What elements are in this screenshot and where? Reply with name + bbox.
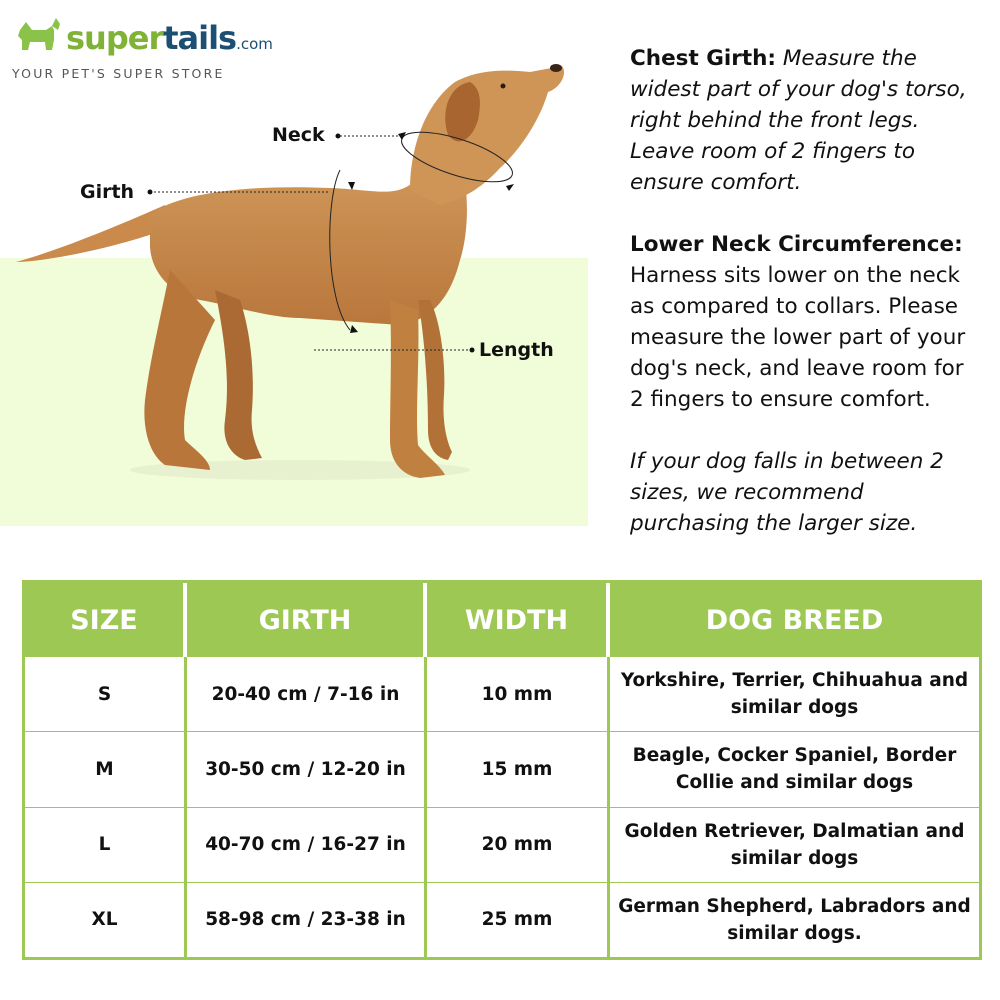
brand-domain: .com <box>236 35 273 53</box>
brand-name-part1: super <box>66 19 164 57</box>
brand-name-part2: tails <box>163 19 237 57</box>
width-cell: 15 mm <box>427 732 610 807</box>
measurement-instructions <box>630 43 980 570</box>
chest-girth-paragraph <box>630 43 980 198</box>
girth-cell: 30-50 cm / 12-20 in <box>187 732 427 807</box>
breed-cell: Golden Retriever, Dalmatian and similar dogs <box>610 808 979 883</box>
neck-text: Harness sits lower on the neck as compared to collars. Please measure the lower part of your dog's neck, and leave room for 2 fingers to ensure comfort. <box>630 263 966 412</box>
table-row <box>25 808 979 883</box>
breed-cell: German Shepherd, Labradors and similar dogs. <box>610 883 979 957</box>
dog-illustration <box>0 40 600 500</box>
girth-label: Girth <box>80 181 135 203</box>
table-row <box>25 732 979 807</box>
size-note-text: If your dog falls in between 2 sizes, we recommend purchasing the larger size. <box>630 449 944 536</box>
length-label: Length <box>479 339 554 361</box>
brand-tagline: YOUR PET'S SUPER STORE <box>12 66 225 81</box>
neck-label: Neck <box>272 124 325 146</box>
width-cell: 20 mm <box>427 808 610 883</box>
table-row <box>25 883 979 957</box>
header-width: WIDTH <box>427 583 610 657</box>
breed-cell: Beagle, Cocker Spaniel, Border Collie and similar dogs <box>610 732 979 807</box>
neck-paragraph <box>630 229 980 415</box>
header-girth: GIRTH <box>187 583 427 657</box>
size-cell: S <box>25 657 187 732</box>
header-dog-breed: DOG BREED <box>610 583 979 657</box>
size-cell: M <box>25 732 187 807</box>
width-cell: 10 mm <box>427 657 610 732</box>
neck-title: Lower Neck Circumference: <box>630 232 963 257</box>
table-row <box>25 657 979 732</box>
girth-cell: 58-98 cm / 23-38 in <box>187 883 427 957</box>
size-note <box>630 446 980 539</box>
table-header-row <box>25 583 979 657</box>
chest-girth-text: Measure the widest part of your dog's torso, right behind the front legs. Leave room of 2 fingers to ensure comfort. <box>630 46 967 195</box>
girth-cell: 20-40 cm / 7-16 in <box>187 657 427 732</box>
chest-girth-title: Chest Girth: <box>630 46 777 71</box>
size-cell: XL <box>25 883 187 957</box>
header-size: SIZE <box>25 583 187 657</box>
breed-cell: Yorkshire, Terrier, Chihuahua and similar dogs <box>610 657 979 732</box>
girth-cell: 40-70 cm / 16-27 in <box>187 808 427 883</box>
size-chart-table <box>22 580 982 960</box>
width-cell: 25 mm <box>427 883 610 957</box>
size-cell: L <box>25 808 187 883</box>
